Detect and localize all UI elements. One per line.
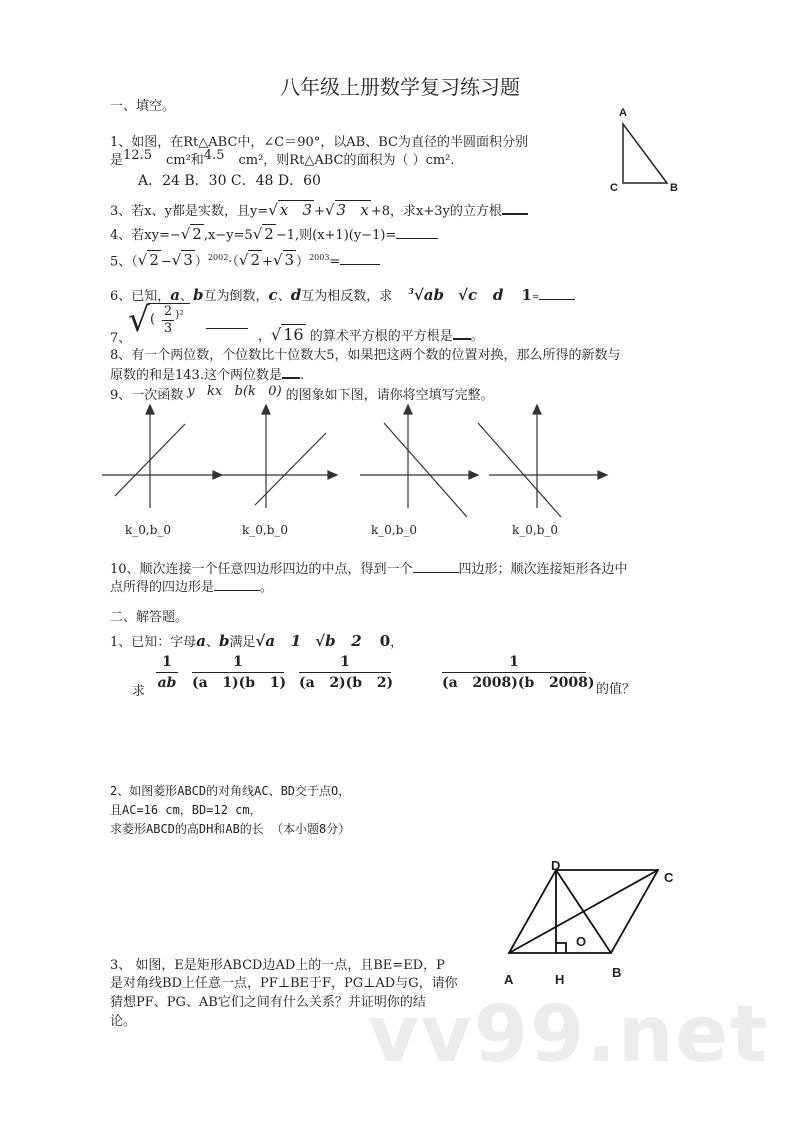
q5-exponent-1: 2002 — [207, 253, 229, 262]
p1-condition: 1、已知：字母a、b满足√a 1 √b 2 0， — [110, 632, 404, 650]
q6-radicand-1: ab — [423, 286, 445, 304]
q3 — [110, 201, 528, 221]
q1-options: A．24 B．30 C．48 D．60 — [138, 173, 321, 189]
p1-fraction-2-den: (a 1)(b 1) — [192, 675, 287, 691]
graph-2-label: k_0,b_0 — [242, 523, 289, 537]
rhombus-label-h: H — [555, 972, 565, 987]
graph-3-x-arrow — [469, 471, 478, 479]
q5-op-2: + — [262, 254, 273, 270]
q3-radical-1: √ x 3 — [268, 201, 313, 219]
q7-radicand-16: 16 — [283, 325, 304, 344]
p1-radicand-2: b 2 — [325, 632, 362, 650]
q3-answer-blank — [502, 201, 528, 215]
q8-end: . — [299, 368, 305, 383]
q9-prefix: 9、一次函数 — [110, 388, 184, 403]
p1-fraction-4-num: 1 — [442, 654, 586, 673]
q1-value-1: 12.5 — [123, 148, 152, 163]
graph-3-line — [384, 423, 467, 517]
p3-line4: 论。 — [110, 1014, 137, 1029]
graph-2-y-arrow — [262, 405, 270, 414]
q8-line2 — [110, 365, 304, 385]
rhombus-label-o: O — [576, 934, 587, 949]
q6: 6、已知，a、b互为倒数，c、d互为相反数，求 $^3$√ab √c d 1= — [110, 282, 575, 307]
q6-radicand-2: c d — [468, 286, 504, 304]
q4 — [110, 225, 438, 245]
p3-line1: 3、 如图，E是矩形ABCD边AD上的一点，且BE=ED，P — [110, 958, 445, 973]
q8-line1: 8、有一个两位数，个位数比十位数大5，如果把这两个数的位置对换，那么所得的新数与 — [110, 348, 621, 363]
q6-var-d: d — [290, 286, 302, 304]
q1-line1: 1、如图，在Rt△ABC中，∠C＝90°，以AB、BC为直径的半圆面积分别 — [110, 135, 528, 150]
q4-answer-blank — [396, 226, 438, 239]
p1-fraction-3 — [299, 654, 394, 691]
q6-var-c: c — [268, 286, 278, 304]
q4-prefix: 4、若xy=− — [110, 228, 181, 243]
q6-one: 1 — [521, 286, 532, 304]
q1-text-a: 是 — [110, 153, 124, 168]
q4-radical-1: √ 2 — [180, 225, 202, 243]
p1-fraction-1-den: ab — [157, 675, 177, 691]
q1-text-b: cm²和 — [165, 153, 204, 168]
q7-answer-blank-1 — [206, 316, 248, 329]
q10-line2 — [110, 578, 273, 597]
rhombus-label-c: C — [664, 870, 674, 885]
p2-line2: 且AC=16 cm，BD=12 cm， — [110, 803, 262, 817]
q7-radicand — [148, 303, 190, 340]
q10-text-d: 。 — [260, 580, 274, 595]
q5-answer-blank — [340, 252, 380, 265]
p2-line3: 求菱形ABCD的高DH和AB的长 （本小题8分） — [110, 822, 351, 836]
p1-fraction-1 — [156, 654, 178, 691]
q5-radicand-2: 3 — [183, 251, 193, 270]
q7-answer-blank-2 — [453, 326, 471, 340]
p3-line3: 猜想PF、PG、AB它们之间有什么关系？并证明你的结 — [110, 995, 426, 1010]
q5 — [110, 249, 380, 271]
triangle-abc — [623, 124, 667, 183]
q4-radicand-2: 2 — [264, 225, 274, 243]
watermark: vv99.net — [368, 990, 770, 1080]
graph-4 — [478, 405, 607, 517]
q6-cube-index: 3 — [408, 286, 414, 296]
graph-2 — [218, 405, 337, 508]
section-answer-heading: 二、解答题。 — [110, 610, 189, 625]
q7-paren-open: ( — [150, 312, 156, 327]
q3-radical-2: √ 3 x — [324, 201, 369, 219]
q5-radical-3: √ 2 — [238, 251, 261, 270]
q5-prefix: 5、（ — [110, 254, 138, 270]
q6-prefix: 6、已知， — [110, 289, 171, 304]
q5-radicand-4: 3 — [284, 251, 295, 270]
q5-radicand-3: 2 — [250, 251, 261, 270]
q7-rest: ，√ 16 的算术平方根的平方根是 。 — [258, 325, 484, 344]
q10-answer-blank-2 — [214, 578, 260, 591]
triangle-label-c: C — [610, 182, 618, 194]
p1-comma: ， — [390, 635, 404, 650]
q6-var-b: b — [193, 286, 204, 304]
q5-exponent-2: 2003 — [309, 253, 330, 262]
q5-radical-2: √ 3 — [171, 251, 193, 270]
q7-end: 。 — [470, 329, 484, 344]
p1-fraction-4-den: (a 2008)(b 2008) — [442, 675, 595, 691]
q6-sep-1: 、 — [180, 289, 194, 304]
q5-mid: ·（ — [228, 254, 239, 270]
q10-line1 — [110, 560, 628, 579]
p1-zero: 0 — [379, 632, 391, 650]
p1-fraction-2-num: 1 — [192, 654, 284, 673]
q4-suffix: −1,则(x+1)(y−1)= — [275, 228, 397, 243]
q5-eq: = — [329, 254, 341, 270]
graph-3-y-arrow — [404, 405, 412, 414]
graph-2-x-arrow — [328, 471, 337, 479]
q4-radical-2: √ 2 — [252, 225, 274, 243]
q1-value-2: 4.5 — [203, 148, 225, 163]
graph-1-label: k_0,b_0 — [125, 523, 172, 537]
q7-text: 的算术平方根的平方根是 — [309, 329, 453, 344]
triangle-label-a: A — [619, 107, 627, 119]
q6-text-1: 互为倒数， — [203, 289, 269, 304]
q6-eq: = — [531, 293, 540, 303]
q6-var-a: a — [170, 286, 181, 304]
p1-prefix: 1、已知：字母 — [110, 635, 197, 650]
p1-var-b: b — [219, 632, 230, 650]
p1-suffix: 的值？ — [596, 682, 636, 697]
q9-formula: y kx b(k 0) — [187, 384, 282, 399]
q7-denominator: 3 — [163, 321, 173, 336]
q7-fraction — [162, 304, 174, 337]
q3-radicand-1: x 3 — [279, 201, 313, 219]
p1-fraction-3-den: (a 2)(b 2) — [299, 675, 394, 691]
q7-numerator: 2 — [163, 304, 173, 319]
q4-radicand-1: 2 — [192, 225, 202, 243]
p2-line1: 2、如图菱形ABCD的对角线AC、BD交于点O， — [110, 784, 351, 798]
graph-4-x-arrow — [598, 471, 607, 479]
q3-plus: + — [314, 204, 325, 219]
q1-text-c: cm²，则Rt△ABC的面积为（ ）cm². — [238, 153, 455, 168]
q5-radical-1: √ 2 — [137, 251, 159, 270]
q8-answer-blank — [282, 365, 300, 379]
p3-line2: 是对角线BD上任意一点，PF⊥BE于F，PG⊥AD与G，请你 — [110, 976, 458, 991]
p1-ask: 求 — [132, 684, 146, 699]
p1-sep: 、 — [206, 635, 220, 650]
q3-radicand-2: 3 x — [336, 201, 369, 219]
rhombus-label-a: A — [504, 972, 514, 987]
triangle-label-b: B — [670, 182, 678, 194]
q3-suffix: +8，求x+3y的立方根 — [370, 204, 502, 219]
q6-sep-2: 、 — [277, 289, 291, 304]
graph-4-line — [478, 423, 561, 517]
p1-text: 满足 — [229, 635, 256, 650]
p1-fraction-3-num: 1 — [299, 654, 391, 673]
graph-3 — [360, 405, 478, 517]
q10-text-a: 10、顺次连接一个任意四边形四边的中点，得到一个 — [110, 562, 413, 577]
q7-paren-close: )² — [175, 308, 184, 321]
q7-comma: ， — [258, 329, 272, 344]
graph-4-y-arrow — [533, 405, 541, 414]
q10-text-b: 四边形；顺次连接矩形各边中 — [458, 562, 628, 577]
p1-fraction-2 — [192, 654, 287, 691]
q8-text: 原数的和是143.这个两位数是 — [110, 368, 282, 383]
q3-prefix: 3、若x、y都是实数，且y= — [110, 204, 269, 219]
p1-fraction-1-num: 1 — [156, 654, 178, 673]
q5-radical-4: √ 3 — [272, 251, 295, 270]
q7-radical-sign: √ — [128, 300, 150, 340]
p1-radicand-1: a 1 — [265, 632, 302, 650]
q10-answer-blank-1 — [413, 560, 459, 573]
section-fill-blank-heading: 一、填空。 — [110, 99, 176, 114]
q7-prefix: 7、 — [110, 331, 132, 346]
graph-3-label: k_0,b_0 — [371, 523, 418, 537]
rhombus-label-b: B — [612, 965, 622, 980]
q10-text-c: 点所得的四边形是 — [110, 580, 215, 595]
page-title: 八年级上册数学复习练习题 — [280, 75, 520, 99]
graph-4-label: k_0,b_0 — [512, 523, 559, 537]
p1-var-a: a — [196, 632, 207, 650]
p1-fraction-4 — [442, 654, 595, 691]
q5-close-1: ） — [194, 254, 208, 270]
q5-op-1: − — [160, 254, 172, 270]
q9-suffix: 的图象如下图，请你将空填写完整。 — [285, 388, 494, 403]
q6-text-2: 互为相反数，求 — [301, 289, 393, 304]
graph-1-y-arrow — [146, 405, 154, 414]
right-angle-mark — [556, 943, 566, 953]
q9 — [110, 384, 494, 405]
q5-radicand-1: 2 — [149, 251, 159, 270]
q6-answer-blank — [539, 287, 575, 300]
q4-mid: ,x−y=5 — [203, 228, 253, 243]
q5-close-2: ） — [296, 254, 310, 270]
graph-1 — [102, 405, 222, 508]
rhombus-label-d: D — [551, 858, 561, 873]
